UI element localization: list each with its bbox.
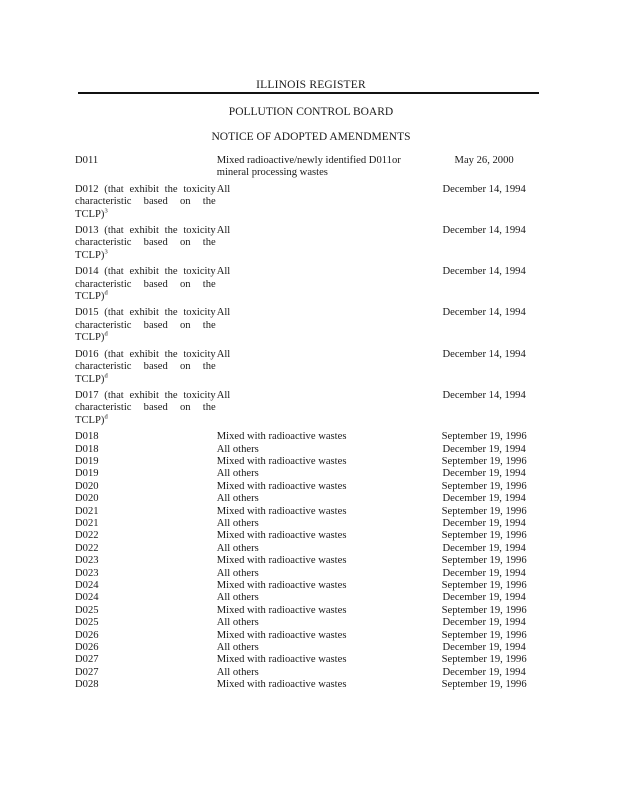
effective-date: September 19, 1996 — [441, 654, 527, 666]
waste-code-cell — [75, 468, 217, 480]
waste-description: Mixed with radioactive wastes — [216, 580, 347, 591]
waste-description: All others — [216, 443, 259, 455]
waste-description: Mixed with radioactive wastes — [216, 455, 347, 467]
waste-code-cell — [75, 617, 217, 629]
waste-code-cell — [75, 444, 217, 456]
waste-code-cell — [75, 225, 217, 262]
effective-date: September 19, 1996 — [441, 480, 527, 492]
table-row — [75, 630, 545, 642]
waste-code: D025 — [75, 617, 99, 629]
waste-code: D026 — [75, 629, 99, 641]
waste-code: D027 — [75, 654, 99, 666]
waste-code: D015 (that exhibit the toxicity characteristic based on the TCLP) — [75, 307, 216, 344]
waste-description: All others — [216, 493, 259, 505]
waste-code: D021 — [75, 517, 99, 529]
waste-code-cell — [75, 431, 217, 443]
effective-date: December 19, 1994 — [442, 617, 526, 629]
table-row — [75, 468, 545, 480]
waste-description: All others — [216, 617, 259, 629]
effective-date: May 26, 2000 — [454, 155, 514, 166]
waste-code-cell — [75, 530, 217, 542]
effective-date: September 19, 1996 — [441, 580, 527, 591]
table-row — [75, 568, 545, 580]
effective-date: December 19, 1994 — [442, 542, 526, 554]
waste-description: Mixed with radioactive wastes — [216, 679, 347, 691]
waste-code-cell — [75, 605, 217, 617]
footnote-marker: d — [104, 371, 108, 379]
waste-description: Mixed with radioactive wastes — [216, 505, 347, 517]
table-row — [75, 667, 545, 679]
waste-description: Mixed with radioactive wastes — [216, 604, 347, 616]
waste-code: D020 — [75, 493, 99, 505]
table-row — [75, 431, 545, 443]
waste-code: D027 — [75, 666, 99, 678]
waste-code-cell — [75, 155, 217, 180]
waste-code: D023 — [75, 555, 99, 567]
table-row — [75, 518, 545, 530]
waste-code-cell — [75, 580, 217, 592]
table-row — [75, 592, 545, 604]
waste-code-cell — [75, 506, 217, 518]
effective-date: September 19, 1996 — [441, 629, 527, 641]
waste-code: D013 (that exhibit the toxicity characteristic based on the TCLP) — [75, 225, 216, 261]
waste-code-cell — [75, 390, 217, 427]
register-title: ILLINOIS REGISTER — [256, 79, 366, 91]
waste-description: All others — [216, 517, 259, 529]
table-row — [75, 456, 545, 468]
table-row — [75, 605, 545, 617]
effective-date: September 19, 1996 — [441, 555, 527, 567]
waste-code: D019 — [75, 455, 99, 467]
footnote-marker: 3 — [104, 248, 108, 256]
waste-description: Mixed with radioactive wastes — [216, 629, 347, 641]
waste-code-cell — [75, 667, 217, 679]
effective-date: December 14, 1994 — [442, 307, 526, 319]
table-row — [75, 555, 545, 567]
table-row — [75, 266, 545, 303]
waste-code: D020 — [75, 480, 99, 492]
table-row — [75, 155, 545, 180]
effective-date: September 19, 1996 — [441, 679, 527, 691]
effective-date: December 19, 1994 — [442, 666, 526, 678]
waste-code-cell — [75, 543, 217, 555]
waste-code: D021 — [75, 505, 99, 517]
effective-date: September 19, 1996 — [441, 530, 527, 542]
table-row — [75, 642, 545, 654]
waste-code: D018 — [75, 443, 99, 455]
agency-name: POLLUTION CONTROL BOARD — [228, 106, 394, 118]
effective-date: December 14, 1994 — [442, 348, 526, 360]
effective-date: December 19, 1994 — [442, 493, 526, 505]
header-rule — [78, 92, 539, 94]
effective-date: December 14, 1994 — [442, 266, 526, 278]
table-row — [75, 543, 545, 555]
table-row — [75, 481, 545, 493]
waste-code-cell — [75, 679, 217, 691]
waste-code: D017 (that exhibit the toxicity characteristic based on the TCLP) — [75, 389, 216, 426]
waste-description: All others — [216, 542, 259, 554]
footnote-marker: d — [104, 289, 108, 297]
table-row — [75, 580, 545, 592]
waste-code-cell — [75, 481, 217, 493]
effective-date: December 19, 1994 — [442, 517, 526, 529]
waste-code-cell — [75, 642, 217, 654]
table-row — [75, 530, 545, 542]
waste-description: Mixed with radioactive wastes — [216, 654, 347, 666]
table-row — [75, 506, 545, 518]
waste-code: D022 — [75, 530, 99, 542]
notice-title: NOTICE OF ADOPTED AMENDMENTS — [211, 131, 411, 143]
waste-code-cell — [75, 518, 217, 530]
effective-date: December 14, 1994 — [442, 183, 526, 195]
waste-code: D024 — [75, 592, 99, 604]
effective-date: September 19, 1996 — [441, 431, 527, 443]
waste-code-cell — [75, 555, 217, 567]
waste-code: D012 (that exhibit the toxicity characteristic based on the TCLP) — [75, 183, 216, 220]
waste-code-cell — [75, 493, 217, 505]
effective-date: December 19, 1994 — [442, 567, 526, 579]
effective-date: December 19, 1994 — [442, 592, 526, 604]
table-row — [75, 617, 545, 629]
table-row — [75, 349, 545, 386]
waste-code: D018 — [75, 431, 99, 443]
effective-date: September 19, 1996 — [441, 505, 527, 517]
waste-description: All — [216, 225, 231, 237]
waste-code-cell — [75, 349, 217, 386]
waste-description: All others — [216, 592, 259, 604]
waste-code-cell — [75, 630, 217, 642]
waste-description: All others — [216, 642, 259, 654]
waste-description: Mixed with radioactive wastes — [216, 555, 347, 567]
waste-code: D022 — [75, 542, 99, 554]
effective-date: September 19, 1996 — [441, 604, 527, 616]
waste-code: D025 — [75, 604, 99, 616]
waste-code: D026 — [75, 642, 99, 654]
table-row — [75, 654, 545, 666]
waste-code-table — [75, 155, 545, 692]
waste-code-cell — [75, 184, 217, 221]
waste-code-cell — [75, 592, 217, 604]
table-row — [75, 493, 545, 505]
effective-date: September 19, 1996 — [441, 455, 527, 467]
waste-description: All others — [216, 468, 259, 480]
waste-code-cell — [75, 266, 217, 303]
waste-code-cell — [75, 654, 217, 666]
table-row — [75, 679, 545, 691]
waste-description: Mixed with radioactive wastes — [216, 431, 347, 443]
waste-code-cell — [75, 456, 217, 468]
footnote-marker: d — [104, 413, 108, 421]
waste-code: D016 (that exhibit the toxicity characteristic based on the TCLP) — [75, 348, 216, 385]
waste-description: All others — [216, 567, 259, 579]
effective-date: December 19, 1994 — [442, 642, 526, 654]
waste-code: D023 — [75, 567, 99, 579]
waste-code-cell — [75, 307, 217, 344]
waste-code-cell — [75, 568, 217, 580]
effective-date: December 14, 1994 — [442, 389, 526, 401]
table-row — [75, 184, 545, 221]
effective-date: December 14, 1994 — [442, 225, 526, 237]
waste-description: All — [216, 183, 231, 195]
effective-date: December 19, 1994 — [442, 443, 526, 455]
footnote-marker: d — [104, 330, 108, 338]
waste-description: Mixed radioactive/newly identified D011or mineral processing wastes — [216, 155, 401, 179]
waste-description: Mixed with radioactive wastes — [216, 480, 347, 492]
waste-description: All — [216, 389, 231, 401]
waste-code: D019 — [75, 468, 99, 480]
table-row — [75, 444, 545, 456]
waste-description: All — [216, 266, 231, 278]
table-row — [75, 307, 545, 344]
table-row — [75, 390, 545, 427]
waste-description: All — [216, 307, 231, 319]
table-row — [75, 225, 545, 262]
waste-code: D014 (that exhibit the toxicity characteristic based on the TCLP) — [75, 266, 216, 303]
waste-description: All others — [216, 666, 259, 678]
waste-description: Mixed with radioactive wastes — [216, 530, 347, 542]
effective-date: December 19, 1994 — [442, 468, 526, 480]
waste-description: All — [216, 348, 231, 360]
waste-code: D024 — [75, 580, 99, 591]
footnote-marker: 3 — [104, 207, 108, 215]
waste-code: D011 — [75, 155, 99, 166]
waste-code: D028 — [75, 679, 99, 691]
